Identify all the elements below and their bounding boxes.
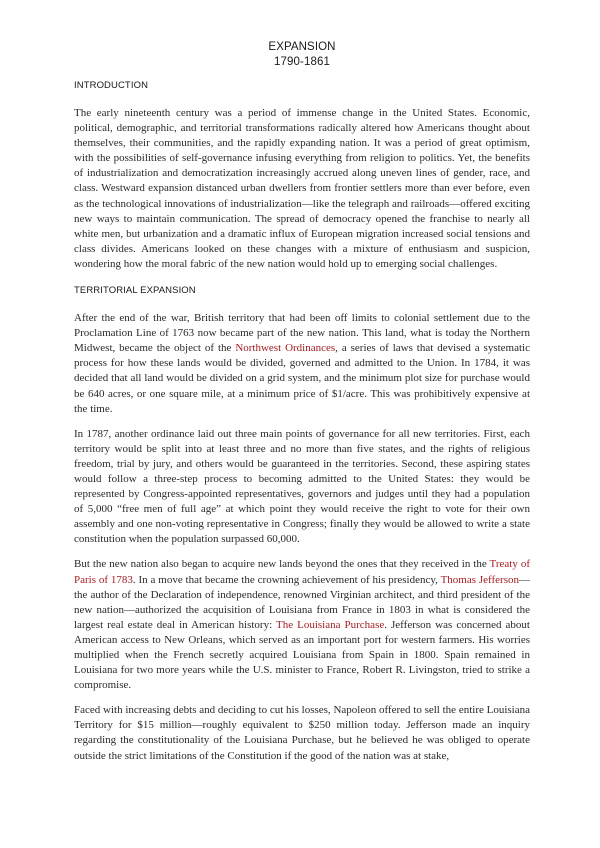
northwest-ordinances-paragraph	[74, 311, 530, 417]
text-segment: . In a move that became the crowning achievement of his presidency,	[132, 573, 441, 586]
text-segment: . Jefferson was concerned about American access to New Orleans, which served as an important port for western farmers. His worries multiplied when the French secretly acquired Louisiana from Spain in 1800. Spain remained in Louisiana for two more years while the U.S. minister to France, Robert R. Livingston, tried to strike a compromise.	[74, 618, 530, 692]
napoleon-sale-paragraph: Faced with increasing debts and deciding to cut his losses, Napoleon offered to sell the entire Louisiana Territory for $15 million—roughly equivalent to $250 million today. Jefferson made an inquiry regarding the constitutionality of the Louisiana Purchase, but he believed he was obliged to operate outside the strict limitations of the Constitution if the good of the nation was at stake,	[74, 704, 530, 762]
ordinance-1787-paragraph: In 1787, another ordinance laid out three main points of governance for all new territories. First, each territory would be split into at least three and no more than five states, and the rights of religious freedom, trial by jury, and others would be guaranteed in the territories. Second, these aspiring states would follow a three-step process to becoming admitted to the United States: they would be represented by Congress-appointed representatives, governors and judges until they had a population of 5,000 “free men of full age” at which point they would receive the right to vote for their own assembly and one non-voting representative in Congress; finally they would be allowed to write a state constitution when the population surpassed 60,000.	[74, 427, 530, 546]
territorial-expansion-heading: TERRITORIAL EXPANSION	[74, 285, 196, 297]
text-segment: After the end of the war, British territory that had been off limits to colonial settlement due to the Proclamation Line of 1763 now became part of the new nation. This land, what is today the Northern Midwest, became the object of the	[74, 312, 530, 355]
louisiana-purchase-link[interactable]: The Louisiana Purchase	[275, 618, 385, 631]
treaty-of-paris-link[interactable]: Treaty of Paris of 1783	[74, 558, 530, 586]
thomas-jefferson-link[interactable]: Thomas Jefferson	[440, 573, 519, 586]
text-segment: , a series of laws that devised a systematic process for how these lands would be divided, governed and admitted to the Union. In 1784, it was decided that all land would be divided on a grid system, and the minimum plot size for purchase would be 640 acres, or one square mile, at a minimum price of $1/acre. This was prohibitively expensive at the time.	[74, 342, 530, 415]
introduction-paragraph: The early nineteenth century was a period of immense change in the United States. Economic, political, demographic, and territorial transformations radically altered how Americans thought about themselves, their communities, and the rapidly expanding nation. It was a period of great optimism, with the possibilities of self-governance infusing everything from religion to politics. Yet, the benefits of industrialization and democratization increasingly accrued along uneven lines of gender, race, and class. Westward expansion distanced urban dwellers from frontier settlers more than ever before, even as the technological innovations of industrialization—like the telegraph and railroads—offered exciting new ways to maintain communication. The spread of democracy opened the franchise to nearly all white men, but urbanization and a dramatic influx of European migration increased social tensions and class divides. Americans looked on these changes with a mixture of enthusiasm and suspicion, wondering how the moral fabric of the new nation would hold up to emerging social challenges.	[74, 107, 530, 270]
introduction-heading: INTRODUCTION	[74, 80, 149, 91]
text-segment: —the author of the Declaration of independence, renowned Virginian architect, and third president of the new nation—authorized the acquisition of Louisiana from France in 1803 in what is considered the largest real estate deal in American history:	[74, 573, 530, 631]
louisiana-purchase-paragraph	[74, 557, 530, 693]
document-date-range: 1790-1861	[274, 56, 330, 68]
document-page	[74, 40, 530, 764]
document-title: EXPANSION	[268, 41, 336, 53]
text-segment: But the new nation also began to acquire new lands beyond the ones that they received in the	[74, 558, 490, 571]
northwest-ordinances-link[interactable]: Northwest Ordinances	[235, 342, 336, 355]
